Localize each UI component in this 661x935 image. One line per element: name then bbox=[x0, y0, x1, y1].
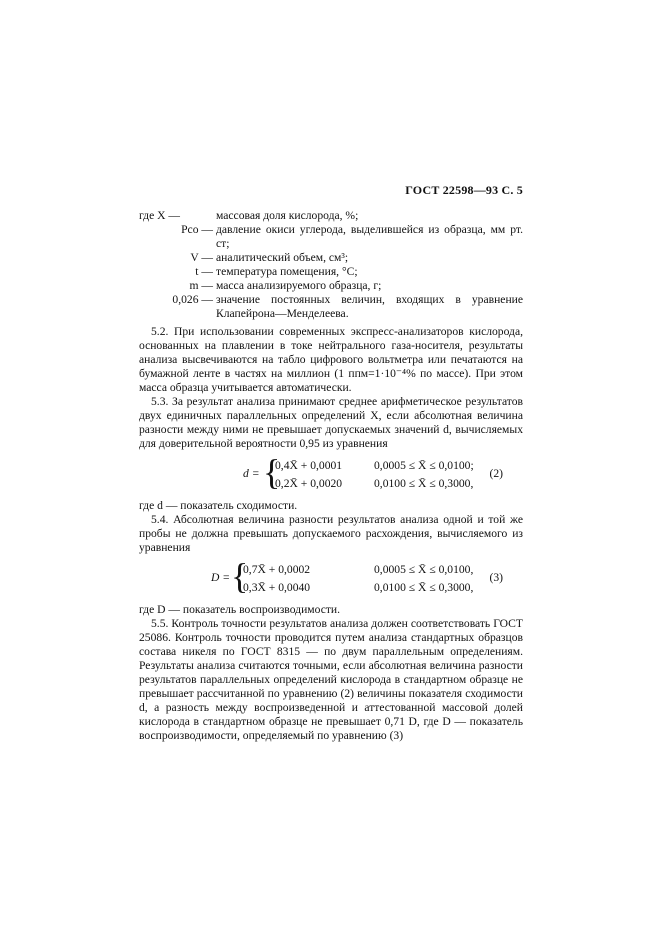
definition-symbol: где X — bbox=[139, 209, 180, 222]
equation-row-expr: 0,7X̄ + 0,0002 bbox=[243, 563, 311, 576]
equation-3 bbox=[139, 556, 523, 599]
definition-row bbox=[139, 265, 523, 279]
definition-text: масса анализируемого образца, г; bbox=[216, 279, 382, 292]
definition-row bbox=[139, 293, 523, 321]
definition-row bbox=[139, 279, 523, 293]
definition-row bbox=[139, 209, 523, 223]
equation-3-note: где D — показатель воспроизводимости. bbox=[139, 603, 341, 616]
definition-text: массовая доля кислорода, %; bbox=[216, 209, 359, 222]
equation-number: (2) bbox=[489, 467, 503, 480]
definition-symbol: Pco — bbox=[181, 223, 213, 236]
paragraph-5-2: 5.2. При использовании современных экспресс-анализаторов кислорода, основанных на плавлении в токе нейтрального газа-носителя, результаты анализа высвечиваются на табло цифрового вольтметра или печатаются на бумажной ленте в частях на миллион (1 ппм=1·10⁻⁴% по массе). При этом масса образца учитывается автоматически. bbox=[139, 325, 523, 394]
equation-row-cond: 0,0005 ≤ X̄ ≤ 0,0100; bbox=[374, 459, 474, 472]
brace-icon: { bbox=[263, 452, 281, 492]
equation-lhs: d = bbox=[243, 467, 260, 480]
definition-row bbox=[139, 251, 523, 265]
definition-symbol: V — bbox=[190, 251, 213, 264]
definition-symbol: t — bbox=[195, 265, 213, 278]
equation-row-cond: 0,0005 ≤ X̄ ≤ 0,0100, bbox=[374, 563, 474, 576]
equation-2-note: где d — показатель сходимости. bbox=[139, 499, 298, 512]
definition-text: аналитический объем, см³; bbox=[216, 251, 349, 264]
definition-text: температура помещения, °С; bbox=[216, 265, 358, 278]
equation-number: (3) bbox=[489, 571, 503, 584]
equation-2 bbox=[139, 452, 523, 495]
equation-row-expr: 0,3X̄ + 0,0040 bbox=[243, 581, 311, 594]
definition-text: значение постоянных величин, входящих в уравнение Клапейрона—Менделеева. bbox=[216, 293, 523, 320]
equation-row-cond: 0,0100 ≤ X̄ ≤ 0,3000, bbox=[374, 477, 474, 490]
definition-row bbox=[139, 223, 523, 251]
brace-icon: { bbox=[231, 556, 249, 596]
definition-symbol: 0,026 — bbox=[172, 293, 213, 306]
paragraph-5-5: 5.5. Контроль точности результатов анализа должен соответствовать ГОСТ 25086. Контроль точности проводится путем анализа стандартных образцов состава никеля по ГОСТ 8315 — по двум параллельным определениям. Результаты анализа считаются точными, если абсолютная величина разности результатов параллельных определений кислорода в стандартном образце не превышает рассчитанной по уравнению (2) величины показателя сходимости d, а разность между воспроизведенной и аттестованной массовой долей кислорода в стандартном образце не превышает 0,71 D, где D — показатель воспроизводимости, определяемый по уравнению (3) bbox=[139, 617, 523, 742]
definition-symbol: m — bbox=[189, 279, 213, 292]
definition-text: давление окиси углерода, выделившейся из образца, мм рт. ст; bbox=[216, 223, 523, 250]
paragraph-5-3: 5.3. За результат анализа принимают среднее арифметическое результатов двух единичных параллельных определений X, если абсолютная величина разности между ними не превышает допускаемых значений d, вычисляемых для доверительной вероятности 0,95 из уравнения bbox=[139, 395, 523, 450]
equation-row-expr: 0,2X̄ + 0,0020 bbox=[275, 477, 343, 490]
equation-row-expr: 0,4X̄ + 0,0001 bbox=[275, 459, 343, 472]
page-header: ГОСТ 22598—93 С. 5 bbox=[405, 183, 523, 197]
equation-row-cond: 0,0100 ≤ X̄ ≤ 0,3000, bbox=[374, 581, 474, 594]
definitions-block bbox=[139, 209, 523, 743]
equation-lhs: D = bbox=[211, 571, 231, 584]
paragraph-5-4: 5.4. Абсолютная величина разности результатов анализа одной и той же пробы не должна превышать допускаемого расхождения, вычисляемого из уравнения bbox=[139, 513, 523, 554]
